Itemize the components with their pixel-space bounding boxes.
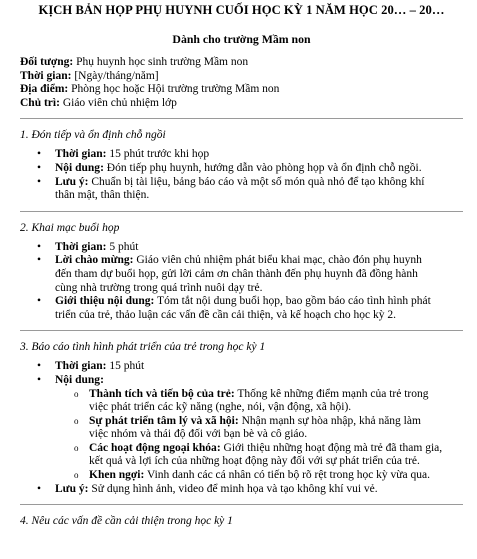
circle-bullet-icon: o (74, 442, 79, 453)
meta-value: Phụ huynh học sinh trường Mầm non (76, 56, 249, 68)
circle-bullet-icon: o (74, 415, 79, 426)
circle-bullet-icon: o (74, 470, 79, 481)
bullet-icon: • (37, 373, 42, 386)
list-item: • Thời gian: 5 phút (37, 240, 139, 253)
meta-label: Chủ trì (20, 96, 57, 109)
sub-list-item: o Sự phát triển tâm lý và xã hội: Nhận mạnh sự hòa nhập, khả năng làm việc nhóm và thái độ đối với bạn bè và cô giáo. (74, 414, 421, 441)
section-divider (20, 504, 463, 505)
section-divider (20, 118, 463, 119)
sub-list-item: o Khen ngợi: Vinh danh các cá nhân có tiến bộ rõ rệt trong học kỳ vừa qua. (74, 469, 430, 482)
section-1 (20, 128, 463, 202)
bullet-icon: • (37, 295, 42, 308)
list-item: • Lưu ý: Chuẩn bị tài liệu, bảng báo cáo và một số món quà nhỏ để tạo không khí thân mật, thân thiện. (37, 175, 425, 202)
section-items (20, 241, 463, 323)
meta-audience: Đối tượng: Phụ huynh học sinh trường Mầm non (20, 56, 249, 68)
bullet-icon: • (37, 161, 42, 174)
meta-host: Chủ trì: Giáo viên chủ nhiệm lớp (20, 96, 177, 109)
list-item: • Nội dung: Đón tiếp phụ huynh, hướng dẫn vào phòng họp và ổn định chỗ ngồi. (37, 161, 422, 174)
meta-value: Giáo viên chủ nhiệm lớp (62, 96, 177, 109)
section-4 (20, 514, 463, 528)
sub-list (55, 388, 463, 483)
list-item: • Thời gian: 15 phút (37, 360, 145, 373)
list-item: • Giới thiệu nội dung: Tóm tắt nội dung buổi họp, bao gồm báo cáo tình hình phát triển của trẻ, thảo luận các vấn đề cần cải thiện, và kế hoạch cho học kỳ 2. (37, 295, 431, 321)
sub-list-item: o Các hoạt động ngoại khóa: Giới thiệu những hoạt động mà trẻ đã tham gia, kết quả và lợi ích của những hoạt động này đối với sự phát triển của trẻ. (74, 441, 443, 468)
document-title: KỊCH BẢN HỌP PHỤ HUYNH CUỐI HỌC KỲ 1 NĂM HỌC 20… – 20… (38, 3, 445, 17)
bullet-icon: • (37, 254, 42, 267)
meta-location: Địa điểm: Phòng học hoặc Hội trường trường Mầm non (20, 83, 280, 96)
section-2 (20, 221, 463, 323)
section-heading: 4. Nêu các vấn đề cần cải thiện trong học kỳ 1 (20, 515, 233, 528)
bullet-icon: • (37, 360, 42, 373)
section-items (20, 148, 463, 202)
sub-list-item: o Thành tích và tiến bộ của trẻ: Thống kê những điểm mạnh của trẻ trong việc phát triển các kỹ năng (nghe, nói, vận động, xã hội). (74, 387, 429, 414)
meta-time: Thời gian: [Ngày/tháng/năm] (20, 69, 159, 82)
bullet-icon: • (37, 240, 42, 253)
section-divider (20, 330, 463, 331)
section-heading: 3. Báo cáo tình hình phát triển của trẻ trong học kỳ 1 (20, 341, 266, 354)
meta-label: Đối tượng (20, 56, 70, 68)
bullet-icon: • (37, 175, 42, 188)
meeting-info (20, 56, 463, 110)
list-item: • Lưu ý: Sử dụng hình ảnh, video để minh họa và tạo không khí vui vẻ. (37, 482, 378, 495)
circle-bullet-icon: o (74, 388, 79, 399)
bullet-icon: • (37, 482, 42, 495)
bullet-icon: • (37, 148, 42, 161)
section-heading: 2. Khai mạc buổi họp (20, 221, 120, 234)
document-subtitle: Dành cho trường Mầm non (172, 32, 311, 46)
meta-value: [Ngày/tháng/năm] (74, 69, 159, 82)
meta-value: Phòng học hoặc Hội trường trường Mầm non (71, 83, 280, 96)
list-item: • Thời gian: 15 phút trước khi họp (37, 148, 210, 161)
section-divider (20, 211, 463, 212)
meta-label: Địa điểm (20, 83, 65, 96)
section-3 (20, 340, 463, 496)
section-heading: 1. Đón tiếp và ổn định chỗ ngồi (20, 129, 166, 142)
section-items (20, 360, 463, 496)
list-item: • Nội dung: o Thành tích và tiến bộ của trẻ: Thống kê những điểm mạnh của trẻ trong việc phát triển các kỹ năng (nghe, nói, vận động, xã hội). o Sự phát triển tâm lý và xã hội: Nhận mạnh sự hòa nhập, khả năng làm việc nhóm và thái độ đối với bạn bè và cô giáo. o Các hoạt động ngoại khóa: Giới thiệu những hoạt động mà trẻ đã tham gia, kết quả và lợi ích của những hoạt động này đối với sự phát triển của trẻ. o Khen ngợi: Vinh danh các cá nhân có tiến bộ rõ rệt trong học kỳ vừa qua. (20, 374, 463, 483)
list-item: • Lời chào mừng: Giáo viên chủ nhiệm phát biểu khai mạc, chào đón phụ huynh đến tham dự buổi họp, gửi lời cảm ơn chân thành đến phụ huynh đã đồng hành cùng nhà trường trong quá trình nuôi dạy trẻ. (37, 254, 422, 294)
meta-label: Thời gian (20, 69, 68, 82)
